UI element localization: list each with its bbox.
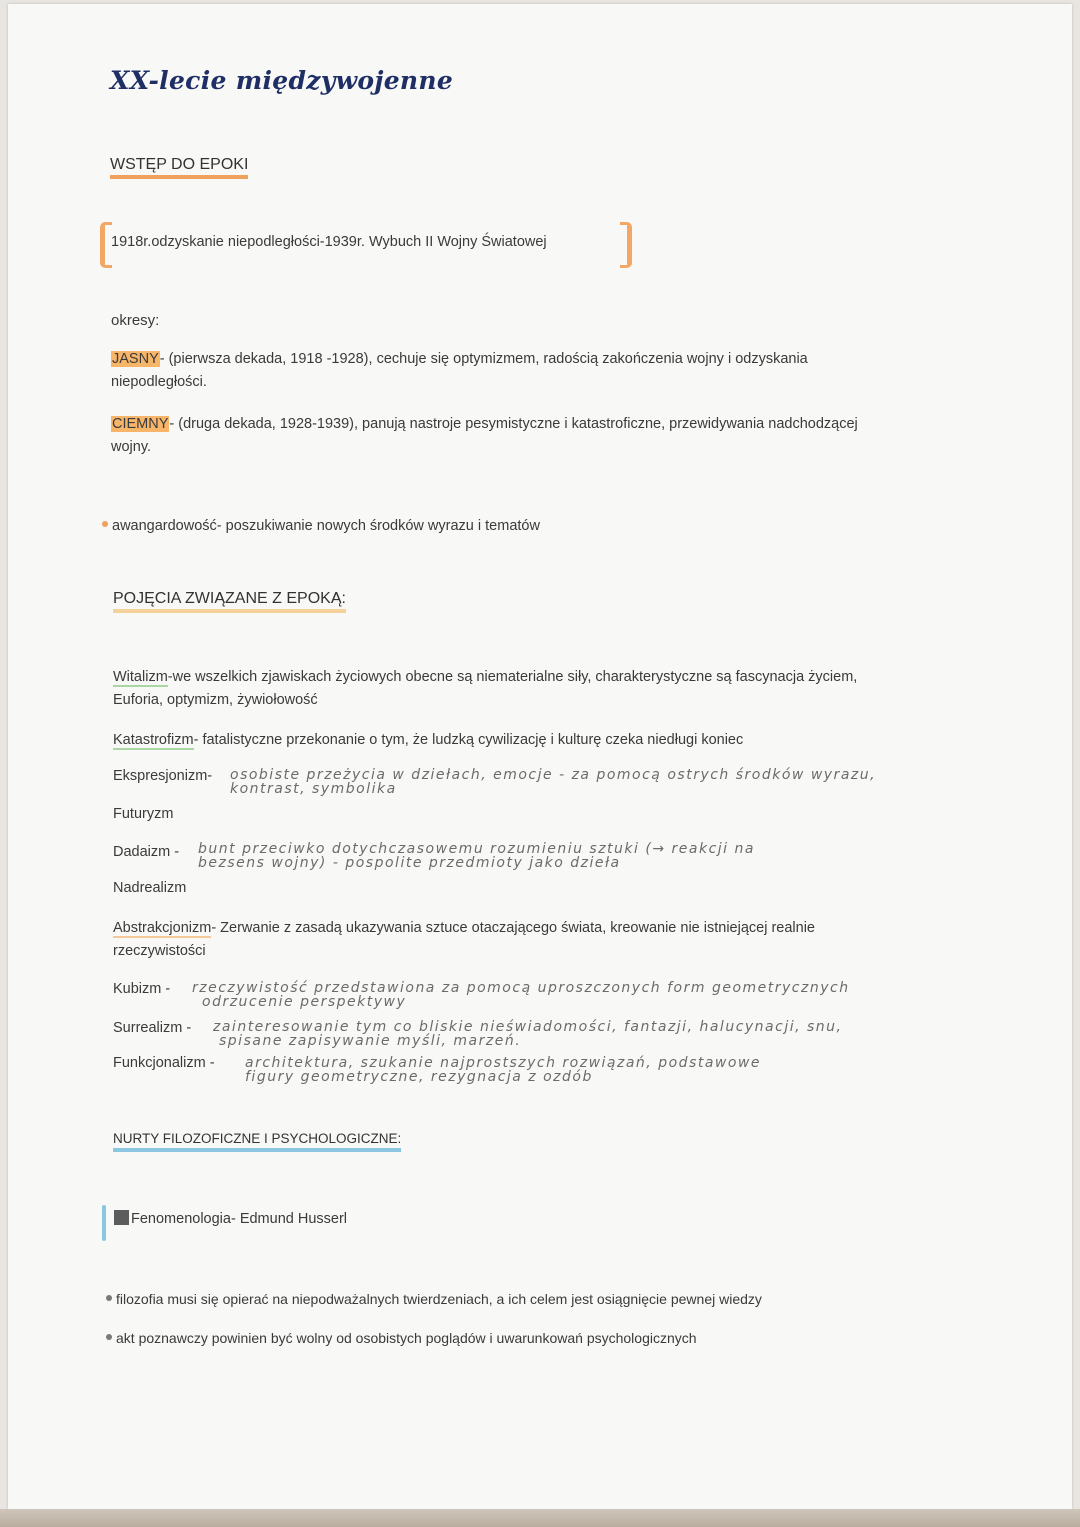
blue-margin-mark: [102, 1205, 106, 1241]
term-ekspresjonizm: Ekspresjonizm-: [113, 768, 213, 784]
handwritten-surrealizm: zainteresowanie tym co bliskie nieświadomości, fantazji, halucynacji, snu, spisane zapisywanie myśli, marzeń.: [213, 1019, 843, 1049]
period-ciemny: CIEMNY- (druga dekada, 1928-1939), panują nastroje pesymistyczne i katastroficzne, przewidywania nadchodzącej wojny.: [111, 416, 858, 455]
awangarda-bullet: awangardowość- poszukiwanie nowych środków wyrazu i tematów: [102, 515, 540, 538]
term-dadaizm: Dadaizm -: [113, 844, 180, 860]
handwritten-kubizm: rzeczywistość przedstawiona za pomocą uproszczonych form geometrycznych odrzucenie perspektywy: [192, 980, 850, 1010]
period-ciemny-name: CIEMNY: [112, 416, 169, 432]
handwritten-funkcjonalizm: architektura, szukanie najprostszych rozwiązań, podstawowe figury geometryczne, rezygnacja z ozdób: [245, 1055, 761, 1085]
section-heading-philosophy: NURTY FILOZOFICZNE I PSYCHOLOGICZNE:: [113, 1131, 401, 1146]
handwritten-dadaizm: bunt przeciwko dotychczasowemu rozumieniu sztuki (→ reakcji na bezsens wojny) - pospolite przedmioty jako dzieła: [198, 841, 755, 871]
fenomenologia-item: Fenomenologia- Edmund Husserl: [114, 1208, 347, 1231]
term-katastrofizm: Katastrofizm- fatalistyczne przekonanie o tym, że ludzką cywilizację i kulturę czeka niedługi koniec: [113, 732, 744, 748]
term-nadrealizm: Nadrealizm: [113, 880, 187, 896]
handwritten-ekspresjonizm: osobiste przeżycia w dziełach, emocje - za pomocą ostrych środków wyrazu, kontrast, symbolika: [230, 767, 877, 797]
philosophy-bullet-1: filozofia musi się opierać na niepodważalnych twierdzeniach, a ich celem jest osiągnięcie pewnej wiedzy: [106, 1288, 762, 1311]
square-bullet-icon: [114, 1210, 129, 1225]
section-heading-intro: WSTĘP DO EPOKI: [110, 156, 248, 174]
bullet-dot-icon: [106, 1334, 112, 1340]
term-funkcjonalizm: Funkcjonalizm -: [113, 1055, 215, 1071]
period-jasny-name: JASNY: [112, 351, 159, 367]
bullet-dot-icon: [106, 1295, 112, 1301]
term-kubizm: Kubizm -: [113, 981, 171, 997]
page-title: XX-lecie międzywojenne: [110, 66, 454, 95]
periods-label: okresy:: [111, 312, 160, 329]
term-witalizm: Witalizm-we wszelkich zjawiskach życiowych obecne są niematerialne siły, charakterystyczne są fascynacja życiem, Euforia, optymizm, żywiołowość: [113, 669, 858, 708]
period-jasny: JASNY- (pierwsza dekada, 1918 -1928), cechuje się optymizmem, radością zakończenia wojny i odzyskania niepodległości.: [111, 351, 808, 390]
term-futuryzm: Futuryzm: [113, 806, 174, 822]
philosophy-bullet-2: akt poznawczy powinien być wolny od osobistych poglądów i uwarunkowań psychologicznych: [106, 1327, 697, 1350]
term-surrealizm: Surrealizm -: [113, 1020, 192, 1036]
term-abstrakcjonizm: Abstrakcjonizm- Zerwanie z zasadą ukazywania sztuce otaczającego świata, kreowanie nie istniejącej realnie rzeczywistości: [113, 920, 815, 959]
section-heading-concepts: POJĘCIA ZWIĄZANE Z EPOKĄ:: [113, 590, 346, 608]
bullet-dot-icon: [102, 521, 108, 527]
dates-text: 1918r.odzyskanie niepodległości-1939r. Wybuch II Wojny Światowej: [111, 234, 547, 250]
page-bottom-edge: [0, 1509, 1080, 1527]
